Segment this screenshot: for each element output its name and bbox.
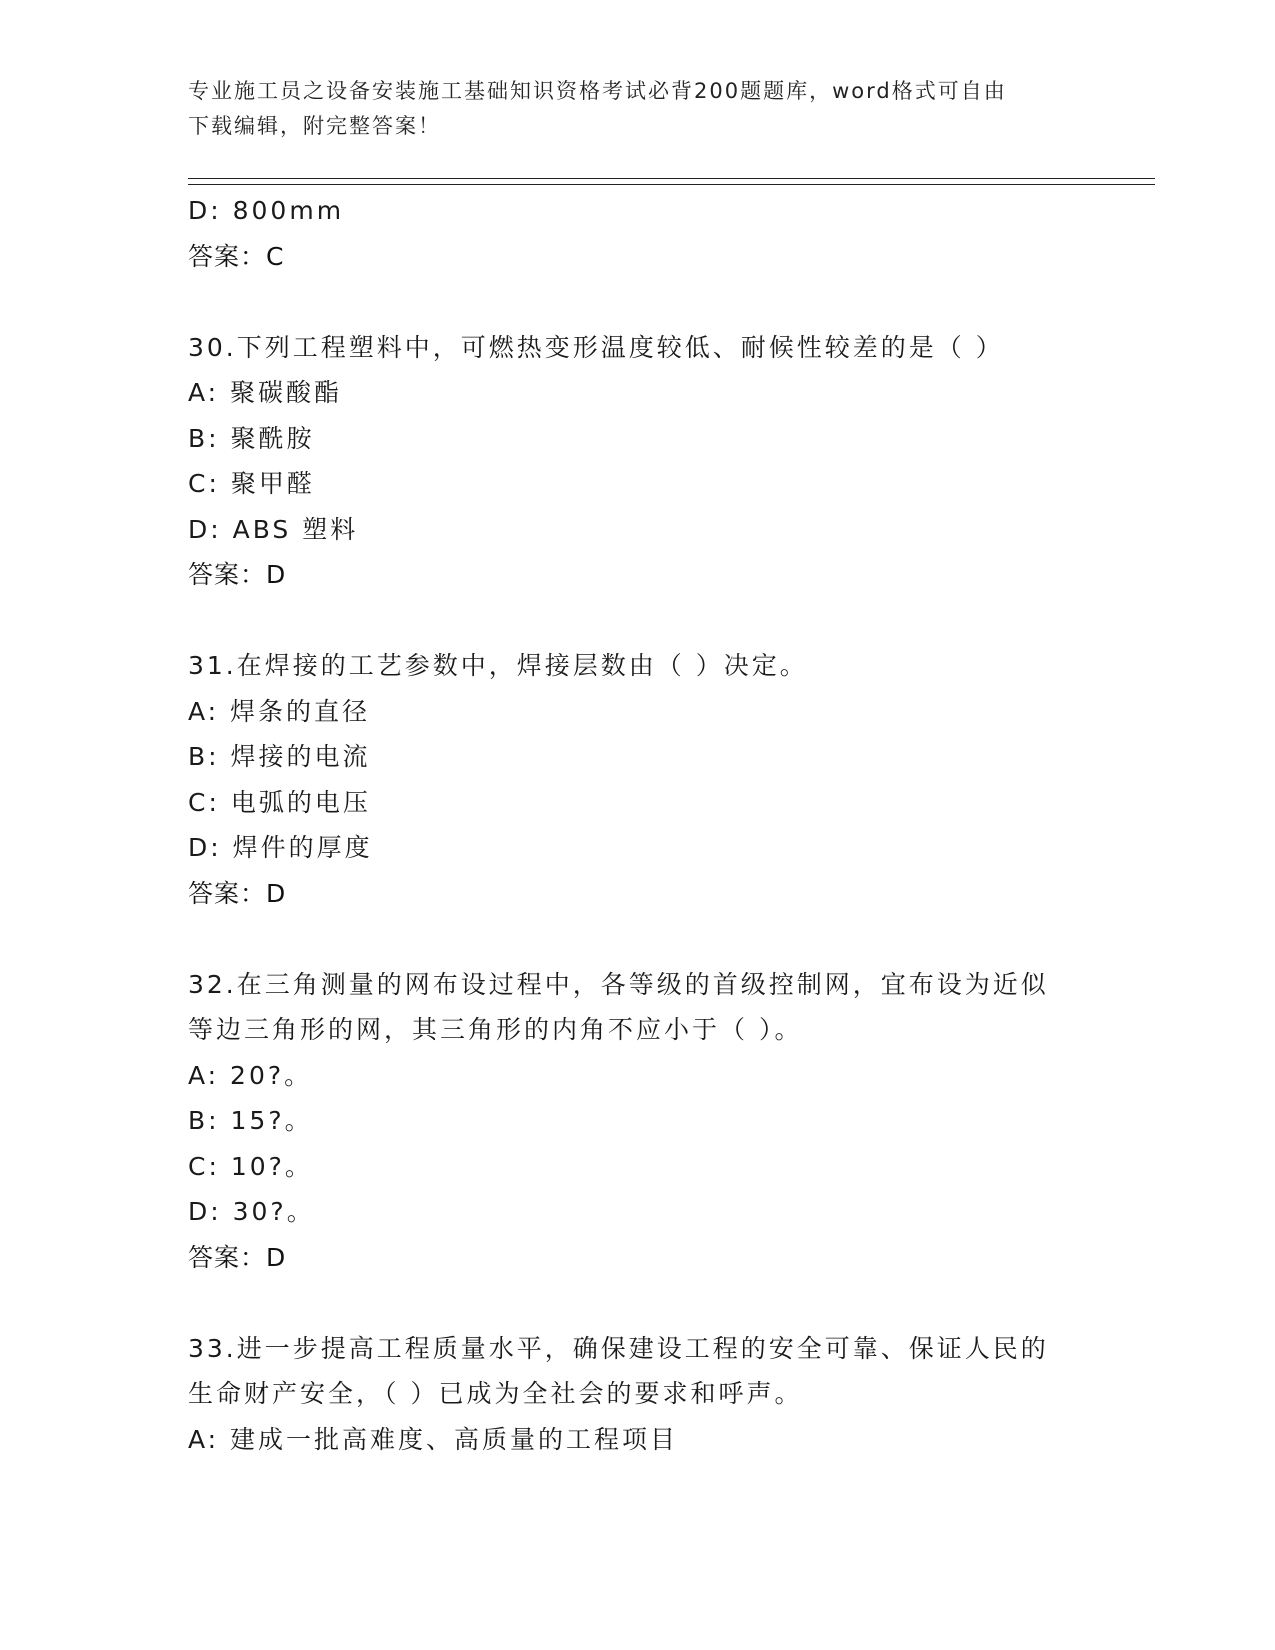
header-divider-top [188, 178, 1155, 179]
option-c: C: 10?。 [188, 1151, 313, 1181]
option-b: B: 聚酰胺 [188, 423, 315, 453]
option-a: A: 建成一批高难度、高质量的工程项目 [188, 1424, 679, 1454]
answer: 答案：D [188, 560, 287, 589]
option-d: D: ABS 塑料 [188, 514, 359, 544]
question-text: 31.在焊接的工艺参数中，焊接层数由（ ）决定。 [188, 651, 808, 680]
option-c: C: 电弧的电压 [188, 787, 371, 817]
question-list [188, 188, 1148, 1462]
question-32 [188, 962, 1148, 1281]
document-header [188, 74, 1088, 144]
question-text-line-2: 等边三角形的网，其三角形的内角不应小于（ ）。 [188, 1015, 803, 1044]
question-text: 30.下列工程塑料中，可燃热变形温度较低、耐候性较差的是（ ） [188, 332, 1004, 362]
answer: 答案：D [188, 1242, 287, 1272]
spacer [188, 916, 1148, 962]
option-a: A: 聚碳酸酯 [188, 378, 343, 407]
previous-option-d: D: 800mm [188, 196, 345, 225]
question-text-line-2: 生命财产安全，（ ）已成为全社会的要求和呼声。 [188, 1379, 803, 1408]
option-d: D: 焊件的厚度 [188, 833, 373, 862]
spacer [188, 598, 1148, 644]
spacer [188, 279, 1148, 325]
option-b: B: 焊接的电流 [188, 742, 371, 771]
option-c: C: 聚甲醛 [188, 469, 315, 498]
option-a: A: 焊条的直径 [188, 696, 371, 726]
previous-answer: 答案：C [188, 241, 285, 271]
answer: 答案：D [188, 878, 287, 908]
spacer [188, 1280, 1148, 1326]
header-divider-bottom [188, 184, 1155, 185]
question-31 [188, 643, 1148, 916]
option-d: D: 30?。 [188, 1197, 315, 1226]
question-text-line-1: 33.进一步提高工程质量水平，确保建设工程的安全可靠、保证人民的 [188, 1333, 1049, 1363]
question-30 [188, 325, 1148, 598]
option-a: A: 20?。 [188, 1060, 313, 1090]
option-b: B: 15?。 [188, 1106, 313, 1135]
question-text-line-1: 32.在三角测量的网布设过程中，各等级的首级控制网，宜布设为近似 [188, 969, 1049, 999]
header-title-line-2: 下载编辑，附完整答案！ [188, 114, 441, 138]
question-33 [188, 1326, 1148, 1463]
header-title-line-1: 专业施工员之设备安装施工基础知识资格考试必背200题题库，word格式可自由 [188, 79, 1007, 103]
